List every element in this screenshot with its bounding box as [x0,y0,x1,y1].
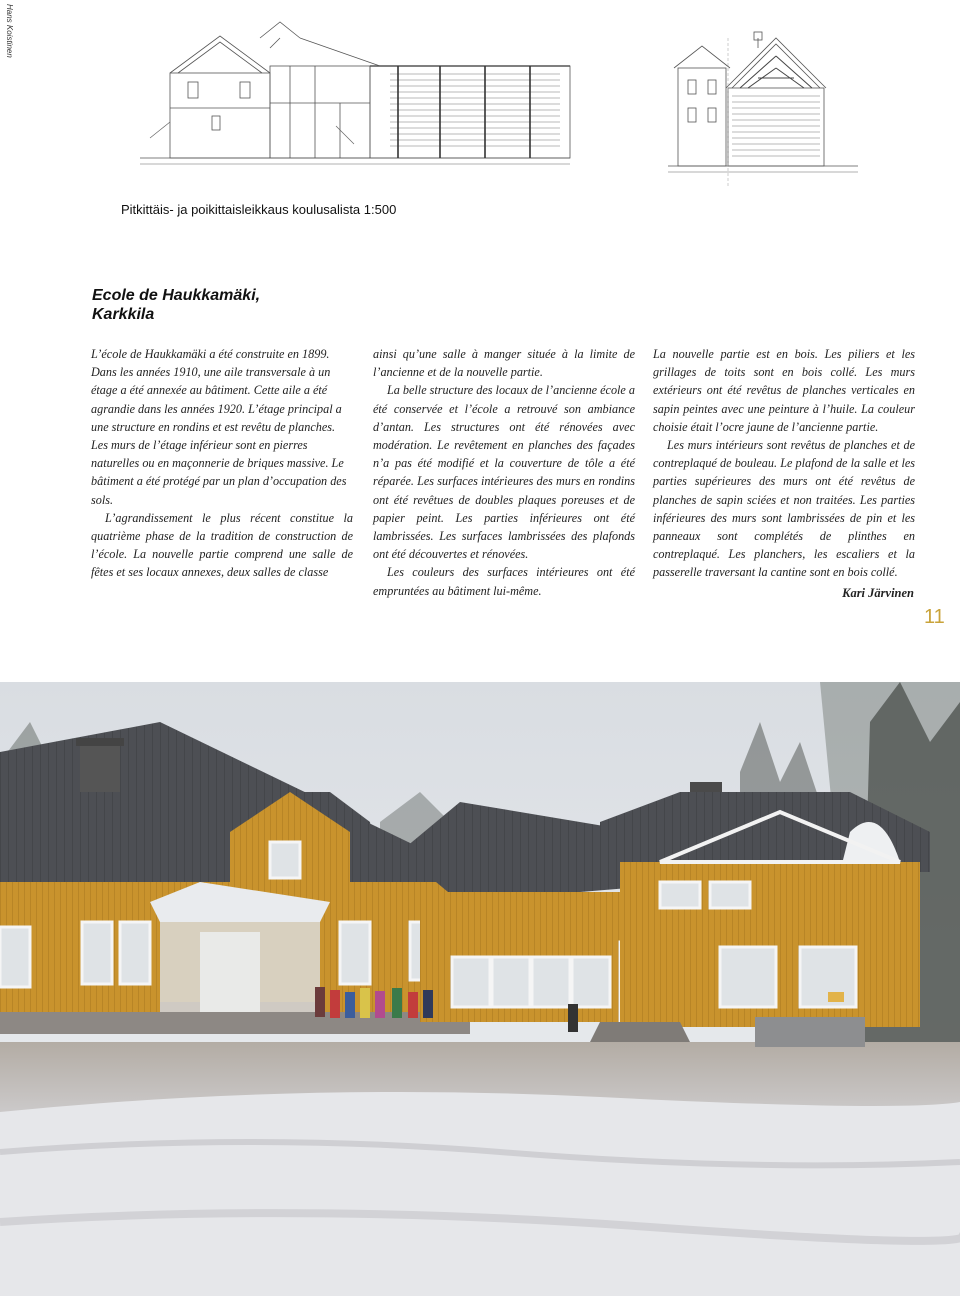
author-name: Kari Järvinen [842,586,914,600]
article-title-line2: Karkkila [92,306,155,323]
school-building-photo [0,682,960,1296]
article-title [92,286,352,324]
cross-section-drawing [668,18,858,198]
text-column-3 [653,345,915,582]
photo-credit [2,4,16,64]
col1-paragraph-1: L’école de Haukkamäki a été construite en 1899. Dans les années 1910, une aile transversale à un étage a été annexée au bâtiment. Cette aile a été agrandie dans les années 1920. L’étage principal a une structure en rondins et est revêtu de planches. Les murs de l’étage inférieur sont en pierres naturelles ou en maçonnerie de briques massive. Le bâtiment a été protégé par un plan d’occupation des sols. [91,347,347,507]
article-title-line1: Ecole de Haukkamäki, [92,287,261,304]
photo-credit-text: Hans Koistinen [5,4,14,58]
longitudinal-section-drawing [140,18,580,178]
col2-paragraph-2: La belle structure des locaux de l’ancienne école a été conservée et l’école a retrouvé son ambiance d’antan. Les structures ont été rénovées avec modération. Le revêtement en planches des façades n’a pas été modifié et la couverture de tôle a été réparée. Les surfaces intérieures des murs en rondins ont été revêtues de doubles plaques poreuses et de papier peint. Les parties inférieures ont été lambrissées. Les surfaces lambrissées des plafonds ont été découvertes et rénovées. [373,383,635,562]
col1-paragraph-2: L’agrandissement le plus récent constitue la quatrième phase de la tradition de construction de l’école. La nouvelle partie comprend une salle de fêtes et ses locaux annexes, deux salles de classe [91,510,353,580]
page-number: 11 [924,606,945,628]
col2-paragraph-3: Les couleurs des surfaces intérieures ont été empruntées au bâtiment lui-même. [373,565,635,598]
drawing-caption: Pitkittäis- ja poikittaisleikkaus koulusalista 1:500 [121,202,397,217]
col2-paragraph-1: ainsi qu’une salle à manger située à la limite de l’ancienne et de la nouvelle partie. [373,347,635,380]
text-column-1 [91,345,353,582]
text-column-2 [373,345,635,600]
col3-paragraph-1: La nouvelle partie est en bois. Les piliers et les grillages de toits sont en bois collé. Les murs extérieurs ont été revêtus de planches verticales en sapin peintes avec une peinture à l’huile. La couleur choisie était l’ocre jaune de l’ancienne partie. [653,347,915,434]
col3-paragraph-2: Les murs intérieurs sont revêtus de planches et de contreplaqué de bouleau. Le plafond de la salle et les parties supérieures des murs ont été revêtus de planches de sapin sciées et non traitées. Les parties inférieures des murs sont lambrissées de pin et les panneaux sont complétés de plinthes en contreplaqué. Les planchers, les escaliers et la passerelle traversant la cantine sont en bois collé. [653,438,915,580]
